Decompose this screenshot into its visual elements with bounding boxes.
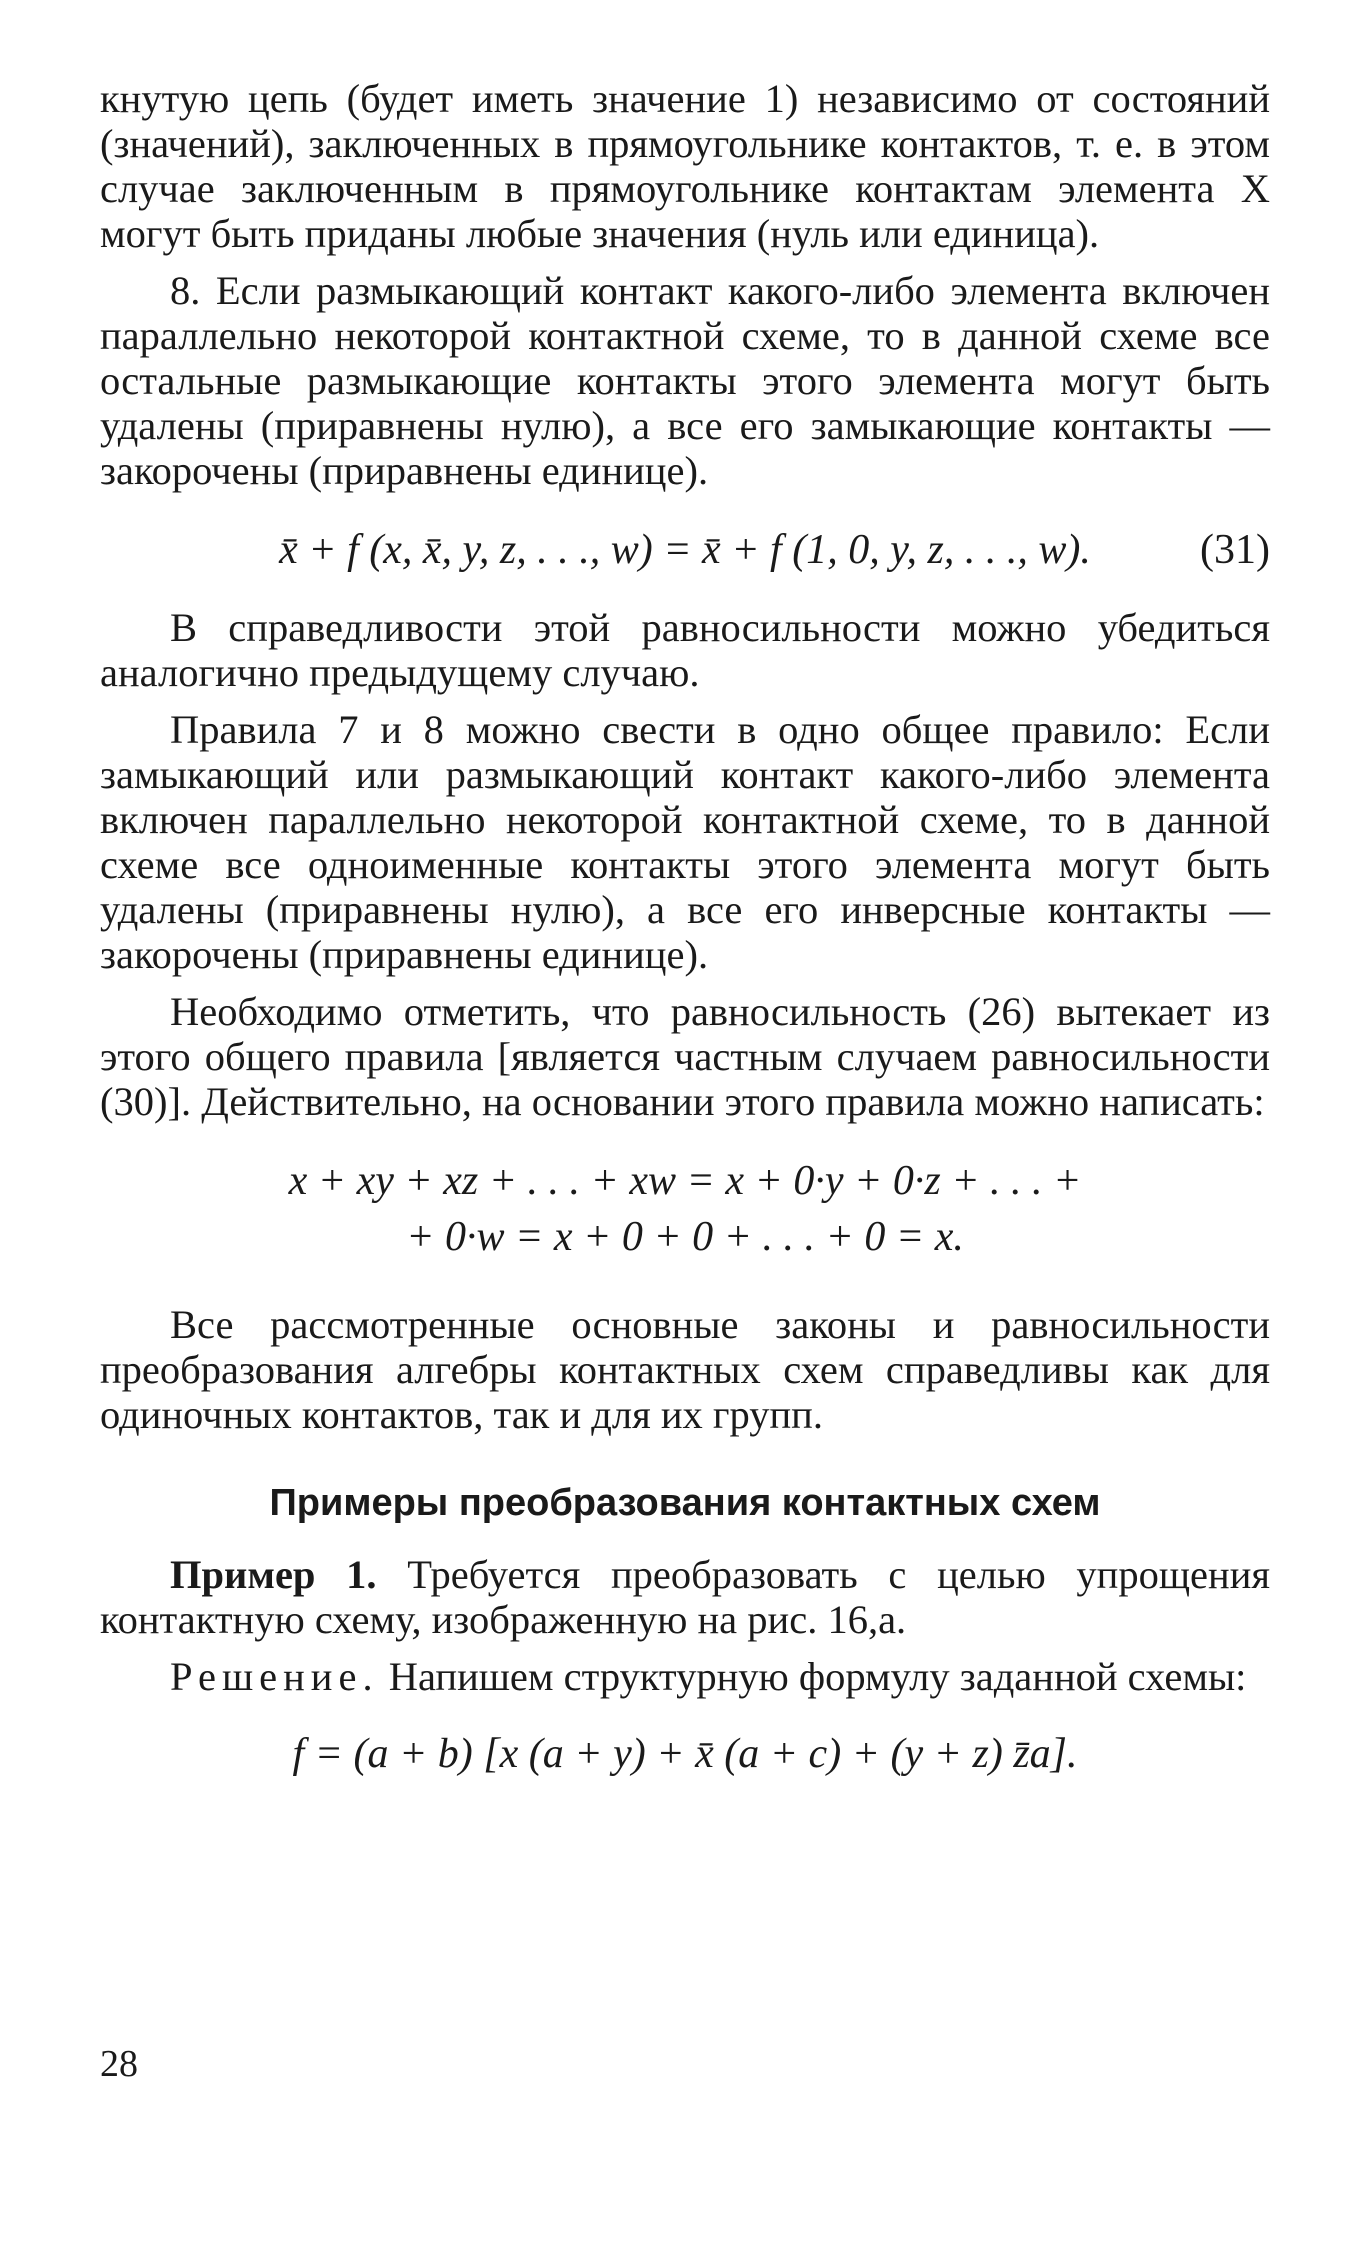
paragraph-solution [100, 1654, 1270, 1699]
paragraph-justification: В справедливости этой равносильности можно убедиться аналогично предыдущему случаю. [100, 605, 1270, 695]
example-text: Требуется преобразовать с целью упрощения контактную схему, изображенную на рис. 16,a. [100, 1552, 1270, 1642]
paragraph-general-rule: Правила 7 и 8 можно свести в одно общее правило: Если замыкающий или размыкающий контакт какого-либо элемента включен параллельно некоторой контактной схеме, то в данной схеме все одноименные контакты этого элемента могут быть удалены (приравнены нулю), а все его инверсные контакты — закорочены (приравнены единице). [100, 707, 1270, 977]
solution-text: Напишем структурную формулу заданной схемы: [378, 1654, 1247, 1699]
section-heading: Примеры преобразования контактных схем [269, 1482, 1101, 1524]
formula-31-number: (31) [1200, 527, 1270, 573]
solution-label: Решение. [170, 1654, 379, 1699]
page-number: 28 [100, 2043, 138, 2085]
paragraph-rule-8: 8. Если размыкающий контакт какого-либо элемента включен параллельно некоторой контактной схеме, то в данной схеме все остальные размыкающие контакты этого элемента могут быть удалены (приравнены нулю), а все его замыкающие контакты — закорочены (приравнены единице). [100, 268, 1270, 493]
paragraph-note-26: Необходимо отметить, что равносильность (26) вытекает из этого общего правила [является частным случаем равносильности (30)]. Действительно, на основании этого правила можно написать: [100, 989, 1270, 1124]
example-label: Пример 1. [170, 1552, 377, 1597]
formula-group [100, 1156, 1270, 1262]
book-page [100, 76, 1270, 1779]
formula-group-line-2: + 0·w = x + 0 + 0 + . . . + 0 = x. [406, 1214, 964, 1260]
paragraph-continuation: кнутую цепь (будет иметь значение 1) независимо от состояний (значений), заключенных в прямоугольнике контактов, т. е. в этом случае заключенным в прямоугольнике контактам элемента X могут быть приданы любые значения (нуль или единица). [100, 76, 1270, 256]
formula-31-expression: x̄ + f (x, x̄, y, z, . . ., w) = x̄ + f (1, 0, y, z, . . ., w). [279, 527, 1091, 573]
formula-structural: f = (a + b) [x (a + y) + x̄ (a + c) + (y + z) z̄a]. [292, 1731, 1078, 1777]
formula-group-line-1: x + xy + xz + . . . + xw = x + 0·y + 0·z + . . . + [288, 1158, 1082, 1204]
paragraph-summary: Все рассмотренные основные законы и равносильности преобразования алгебры контактных схем справедливы как для одиночных контактов, так и для их групп. [100, 1302, 1270, 1437]
paragraph-example-1 [100, 1552, 1270, 1642]
formula-31 [100, 525, 1270, 575]
